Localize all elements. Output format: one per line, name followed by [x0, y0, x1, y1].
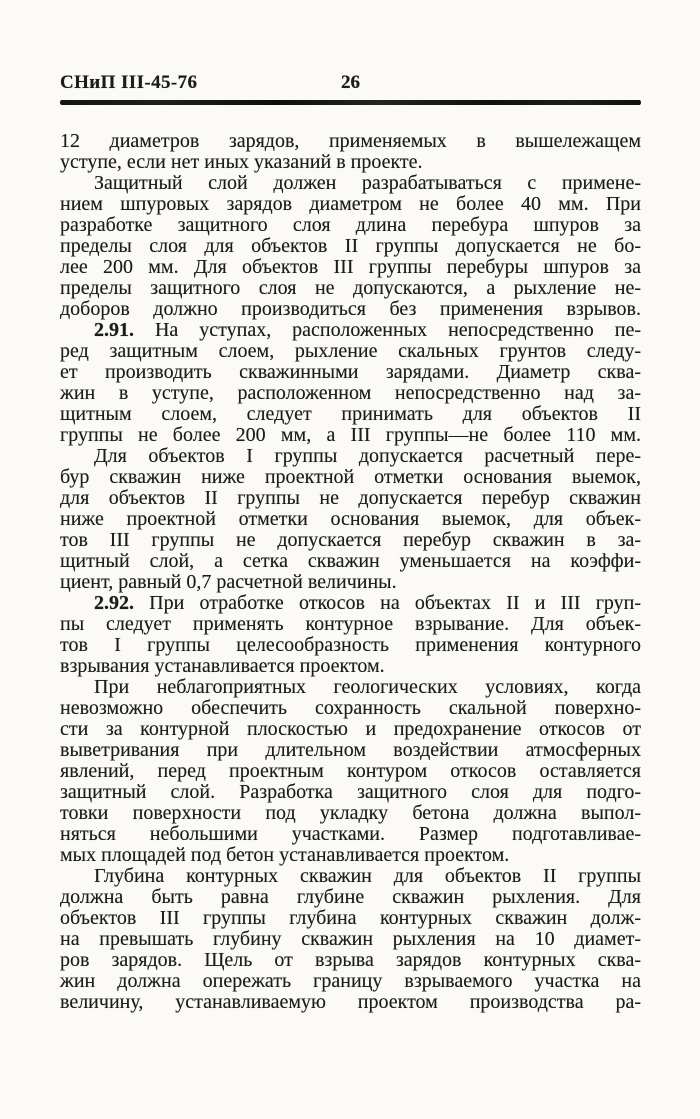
- text-line: взрывания устанавливается проектом.: [60, 655, 385, 677]
- text-body: [60, 131, 641, 1013]
- text-line: ет производить скважинными зарядами. Диаметр сква-: [60, 361, 641, 383]
- text-line: лее 200 мм. Для объектов III группы перебуры шпуров за: [60, 256, 641, 278]
- text-line: должна быть равна глубине скважин рыхления. Для: [60, 886, 641, 908]
- text-line: пы следует применять контурное взрывание. Для объек-: [60, 613, 641, 635]
- text-line: няться небольшими участками. Размер подготавливае-: [60, 823, 641, 845]
- text-line: сти за контурной плоскостью и предохранение откосов от: [60, 718, 641, 740]
- document-code: СНиП III-45-76: [60, 72, 198, 93]
- text-line: невозможно обеспечить сохранность скальной поверхно-: [60, 697, 641, 719]
- text-line: бур скважин ниже проектной отметки основания выемок,: [60, 466, 641, 488]
- text-line: Глубина контурных скважин для объектов II группы: [94, 865, 641, 887]
- text-line: объектов III группы глубина контурных скважин долж-: [60, 907, 641, 929]
- text-line: жин должна опережать границу взрываемого участка на: [60, 970, 641, 992]
- text-line: явлений, перед проектным контуром откосов оставляется: [60, 760, 641, 782]
- text-line: пределы защитного слоя не допускаются, а рыхление не-: [60, 277, 641, 299]
- text-line: выветривания при длительном воздействии атмосферных: [60, 739, 641, 761]
- section-number: 2.92.: [94, 592, 134, 614]
- text-line: 2.91. На уступах, расположенных непосредственно пе-: [94, 319, 641, 341]
- text-line: товки поверхности под укладку бетона должна выпол-: [60, 802, 641, 824]
- text-line: 12 диаметров зарядов, применяемых в вышележащем: [60, 130, 641, 152]
- header-rule: [60, 100, 641, 105]
- text-line: ров зарядов. Щель от взрыва зарядов контурных сква-: [60, 949, 641, 971]
- text-line: щитный слой, а сетка скважин уменьшается на коэффи-: [60, 550, 641, 572]
- text-line: Для объектов I группы допускается расчетный пере-: [94, 445, 641, 467]
- text-line: 2.92. При отработке откосов на объектах II и III груп-: [94, 592, 641, 614]
- text-line: При неблагоприятных геологических условиях, когда: [94, 676, 641, 698]
- text-line: защитный слой. Разработка защитного слоя для подго-: [60, 781, 641, 803]
- text-line: Защитный слой должен разрабатываться с примене-: [94, 172, 641, 194]
- text-line: группы не более 200 мм, а III группы—не более 110 мм.: [60, 424, 641, 446]
- text-line: на превышать глубину скважин рыхления на 10 диамет-: [60, 928, 641, 950]
- text-line: тов I группы целесообразность применения контурного: [60, 634, 641, 656]
- text-line: циент, равный 0,7 расчетной величины.: [60, 571, 397, 593]
- text-line: пределы слоя для объектов II группы допускается не бо-: [60, 235, 641, 257]
- text-line: разработке защитного слоя длина перебура шпуров за: [60, 214, 641, 236]
- text-line: мых площадей под бетон устанавливается проектом.: [60, 844, 510, 866]
- text-line: тов III группы не допускается перебур скважин в за-: [60, 529, 641, 551]
- text-line: доборов должно производиться без применения взрывов.: [60, 298, 641, 320]
- section-number: 2.91.: [94, 319, 134, 341]
- text-line: жин в уступе, расположенном непосредственно над за-: [60, 382, 641, 404]
- text-line: ред защитным слоем, рыхление скальных грунтов следу-: [60, 340, 641, 362]
- text-line: нием шпуровых зарядов диаметром не более 40 мм. При: [60, 193, 641, 215]
- text-line: щитным слоем, следует принимать для объектов II: [60, 403, 641, 425]
- text-line: ниже проектной отметки основания выемок, для объек-: [60, 508, 641, 530]
- page-number: 26: [341, 72, 360, 93]
- text-line: величину, устанавливаемую проектом производства ра-: [60, 991, 641, 1013]
- page-header: [60, 72, 641, 96]
- text-line: уступе, если нет иных указаний в проекте.: [60, 151, 423, 173]
- text-line: для объектов II группы не допускается перебур скважин: [60, 487, 641, 509]
